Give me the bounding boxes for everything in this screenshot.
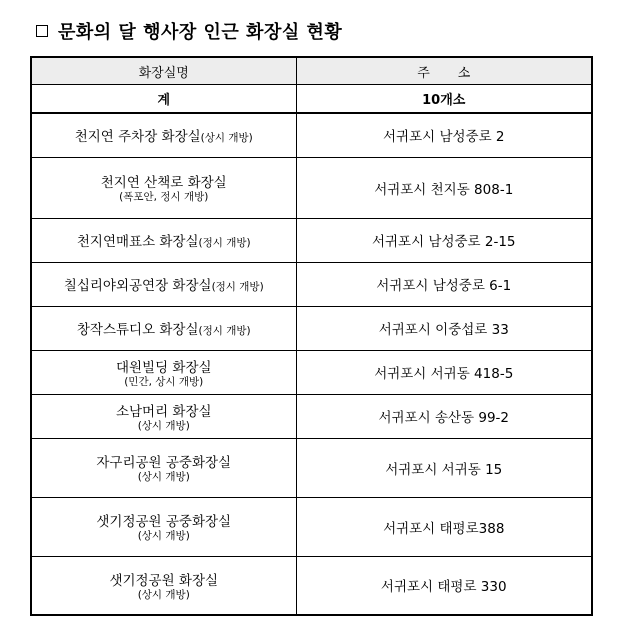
table-row <box>31 113 592 157</box>
toilet-address: 서귀포시 이중섭로 33 <box>296 306 592 350</box>
toilet-opening-note: (폭포안, 정시 개방) <box>119 191 209 203</box>
header-name: 화장실명 <box>31 57 296 85</box>
table-row <box>31 262 592 306</box>
toilet-name-cell <box>31 157 296 218</box>
toilet-opening-note: (민간, 상시 개방) <box>124 375 204 388</box>
page-title <box>36 16 342 46</box>
toilet-address: 서귀포시 남성중로 2-15 <box>296 218 592 262</box>
toilet-opening-note: (상시 개방) <box>137 588 190 601</box>
toilet-name: 천지연 주차장 화장실 <box>74 128 201 145</box>
toilet-name-cell <box>31 394 296 438</box>
table-row <box>31 350 592 394</box>
toilet-status-table <box>30 56 593 616</box>
toilet-address: 서귀포시 서귀동 418-5 <box>296 350 592 394</box>
toilet-name: 자구리공원 공중화장실 <box>96 455 232 471</box>
toilet-opening-note: (상시 개방) <box>200 131 253 144</box>
toilet-name: 대원빌딩 화장실 <box>115 359 212 376</box>
table-header-row <box>31 57 592 85</box>
toilet-opening-note: (상시 개방) <box>137 419 190 432</box>
toilet-name: 천지연매표소 화장실 <box>76 233 199 250</box>
toilet-name: 창작스튜디오 화장실 <box>76 321 199 338</box>
toilet-opening-note: (상시 개방) <box>137 471 190 483</box>
toilet-name: 샛기정공원 공중화장실 <box>96 514 232 530</box>
toilet-opening-note: (정시 개방) <box>211 280 264 293</box>
toilet-name-cell <box>31 556 296 615</box>
table-row <box>31 218 592 262</box>
toilet-name-cell <box>31 497 296 556</box>
toilet-name-cell <box>31 218 296 262</box>
toilet-address: 서귀포시 태평로388 <box>296 497 592 556</box>
total-label: 계 <box>31 85 296 114</box>
toilet-address: 서귀포시 남성중로 2 <box>296 113 592 157</box>
toilet-name: 소남머리 화장실 <box>115 403 212 420</box>
toilet-name-cell <box>31 113 296 157</box>
toilet-name: 칠십리야외공연장 화장실 <box>63 277 212 294</box>
table-row <box>31 438 592 497</box>
total-row <box>31 85 592 114</box>
table-row <box>31 394 592 438</box>
page-title-text: 문화의 달 행사장 인근 화장실 현황 <box>58 22 343 43</box>
toilet-address: 서귀포시 송산동 99-2 <box>296 394 592 438</box>
toilet-address: 서귀포시 남성중로 6-1 <box>296 262 592 306</box>
table-row <box>31 556 592 615</box>
toilet-opening-note: (정시 개방) <box>198 324 251 337</box>
toilet-name-cell <box>31 350 296 394</box>
total-count: 10개소 <box>296 85 592 114</box>
toilet-name: 천지연 산책로 화장실 <box>100 175 227 191</box>
toilet-address: 서귀포시 태평로 330 <box>296 556 592 615</box>
toilet-name-cell <box>31 438 296 497</box>
toilet-name-cell <box>31 262 296 306</box>
toilet-opening-note: (상시 개방) <box>137 530 190 542</box>
table-row <box>31 306 592 350</box>
toilet-address: 서귀포시 서귀동 15 <box>296 438 592 497</box>
toilet-address: 서귀포시 천지동 808-1 <box>296 157 592 218</box>
header-address: 주소 <box>296 57 592 85</box>
table-row <box>31 497 592 556</box>
table-row <box>31 157 592 218</box>
toilet-opening-note: (정시 개방) <box>198 236 251 249</box>
toilet-name-cell <box>31 306 296 350</box>
toilet-name: 샛기정공원 화장실 <box>109 572 219 589</box>
checkbox-square-icon <box>36 25 48 37</box>
